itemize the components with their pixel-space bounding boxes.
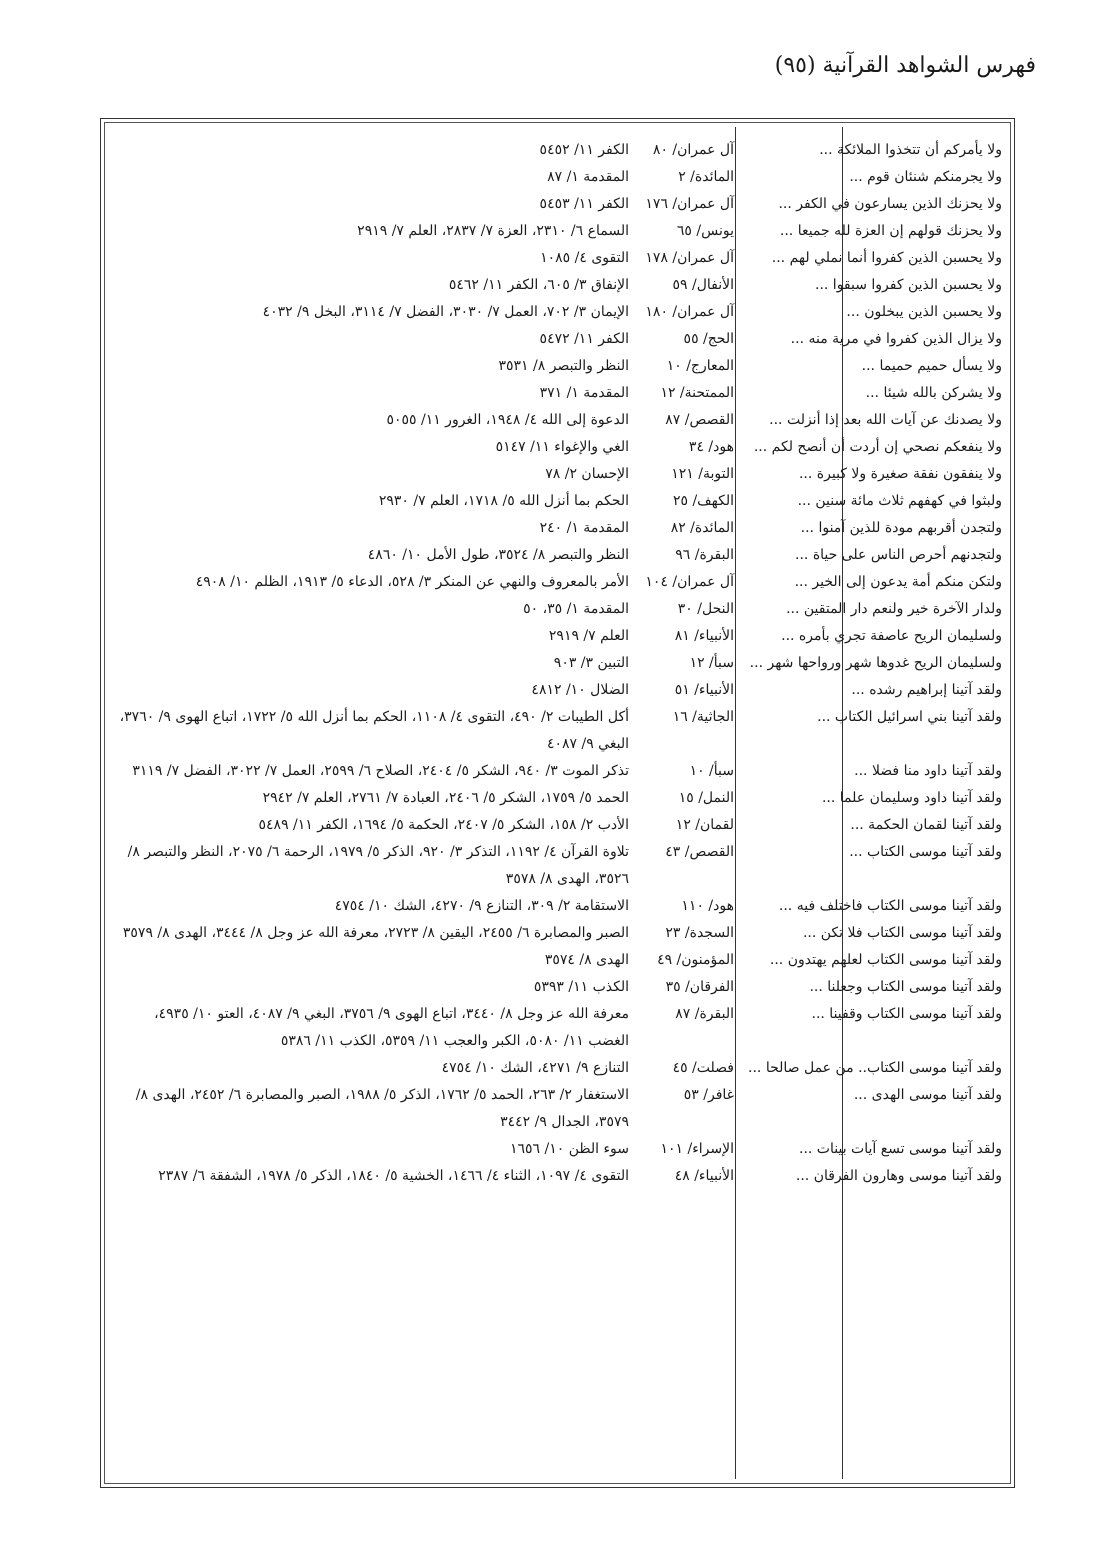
verse-cell: ولقد آتينا داود منا فضلا ... [854,763,1002,779]
topics-cell: العلم ٧/ ٢٩١٩ [548,628,629,644]
topics-cell: الحكم بما أنزل الله ٥/ ١٧١٨، العلم ٧/ ٢٩٣٠ [378,493,629,509]
topics-cell: الاستغفار ٢/ ٢٦٣، الحمد ٥/ ١٧٦٢، الذكر ٥/ ١٩٨٨، الصبر والمصابرة ٦/ ٢٤٥٢، الهدى ٨/ ٣٥٧٩، الجدال ٩/ ٣٤٤٢ [135,1087,629,1130]
table-row [107,785,1008,812]
table-row [107,299,1008,326]
table-row [107,407,1008,434]
verse-cell: ولقد آتينا لقمان الحكمة ... [850,817,1002,833]
verse-cell: ولقد آتينا موسى الكتاب.. من عمل صالحا ... [748,1060,1002,1076]
topics-cell: تذكر الموت ٣/ ٩٤٠، الشكر ٥/ ٢٤٠٤، الصلاح ٦/ ٢٥٩٩، العمل ٧/ ٣٠٢٢، الفضل ٧/ ٣١١٩ [132,763,629,779]
verse-cell: ولقد آتينا موسى الكتاب وقفينا ... [811,1006,1002,1022]
table-row [107,542,1008,569]
topics-cell: الدعوة إلى الله ٤/ ١٩٤٨، الغرور ١١/ ٥٠٥٥ [386,412,629,428]
topics-cell: الإيمان ٣/ ٧٠٢، العمل ٧/ ٣٠٣٠، الفضل ٧/ ٣١١٤، البخل ٩/ ٤٠٣٢ [262,304,629,320]
table-row [107,596,1008,623]
topics-cell: الحمد ٥/ ١٧٥٩، الشكر ٥/ ٢٤٠٦، العبادة ٧/ ٢٧٦١، العلم ٧/ ٢٩٤٢ [262,790,629,806]
verse-cell: ولتجدن أقربهم مودة للذين آمنوا ... [800,520,1002,536]
reference-cell: الأنبياء/ ٨١ [674,628,734,644]
verse-cell: ولقد آتينا داود وسليمان علما ... [821,790,1002,806]
topics-cell: الإحسان ٢/ ٧٨ [545,466,629,482]
reference-cell: الأنبياء/ ٤٨ [674,1168,734,1184]
table-row [107,1001,1008,1055]
reference-cell: النحل/ ٣٠ [677,601,734,617]
reference-cell: الحج/ ٥٥ [683,331,734,347]
reference-cell: السجدة/ ٢٣ [665,925,734,941]
table-row [107,1082,1008,1136]
verse-cell: ولا يحزنك الذين يسارعون في الكفر ... [778,196,1002,212]
reference-cell: لقمان/ ١٢ [675,817,734,833]
table-row [107,623,1008,650]
topics-cell: الكفر ١١/ ٥٤٥٢ [539,142,629,158]
reference-cell: آل عمران/ ١٨٠ [645,304,734,320]
verse-cell: ولا يحزنك قولهم إن العزة لله جميعا ... [779,223,1002,239]
table-row [107,218,1008,245]
reference-cell: هود/ ٣٤ [688,439,734,455]
reference-cell: النمل/ ١٥ [678,790,734,806]
table-row [107,839,1008,893]
topics-cell: الاستقامة ٢/ ٣٠٩، التنازع ٩/ ٤٢٧٠، الشك ١٠/ ٤٧٥٤ [334,898,629,914]
table-row [107,1136,1008,1163]
verse-cell: ولا يجرمنكم شنئان قوم ... [849,169,1002,185]
verse-cell: ولقد آتينا موسى الكتاب فاختلف فيه ... [778,898,1002,914]
reference-cell: الجاثية/ ١٦ [672,709,734,725]
reference-cell: المائدة/ ٢ [678,169,734,185]
verse-cell: ولا يحسبن الذين كفروا أنما نملي لهم ... [771,250,1002,266]
reference-cell: القصص/ ٤٣ [665,844,734,860]
verse-cell: ولقد آتينا موسى الكتاب وجعلنا ... [809,979,1002,995]
verse-cell: ولا يزال الذين كفروا في مرية منه ... [790,331,1002,347]
table-row [107,272,1008,299]
topics-cell: الأدب ٢/ ١٥٨، الشكر ٥/ ٢٤٠٧، الحكمة ٥/ ١٦٩٤، الكفر ١١/ ٥٤٨٩ [258,817,629,833]
topics-cell: الإنفاق ٣/ ٦٠٥، الكفر ١١/ ٥٤٦٢ [448,277,629,293]
reference-cell: سبأ/ ١٠ [689,763,734,779]
topics-cell: تلاوة القرآن ٤/ ١١٩٢، التذكر ٣/ ٩٢٠، الذكر ٥/ ١٩٧٩، الرحمة ٦/ ٢٠٧٥، النظر والتبصر ٨/ ٣٥٢٦، الهدى ٨/ ٣٥٧٨ [127,844,629,887]
verse-cell: ولقد آتينا إبراهيم رشده ... [851,682,1002,698]
reference-cell: الأنفال/ ٥٩ [672,277,734,293]
verse-cell: ولبثوا في كهفهم ثلاث مائة سنين ... [797,493,1002,509]
verse-cell: ولقد آتينا بني اسرائيل الكتاب ... [817,709,1002,725]
table-row [107,677,1008,704]
verse-cell: ولا ينفقون نفقة صغيرة ولا كبيرة ... [798,466,1002,482]
topics-cell: السماع ٦/ ٢٣١٠، العزة ٧/ ٢٨٣٧، العلم ٧/ ٢٩١٩ [357,223,629,239]
topics-cell: التبين ٣/ ٩٠٣ [553,655,629,671]
topics-cell: التقوى ٤/ ١٠٩٧، الثناء ٤/ ١٤٦٦، الخشية ٥/ ١٨٤٠، الذكر ٥/ ١٩٧٨، الشفقة ٦/ ٢٣٨٧ [158,1168,629,1184]
verse-cell: ولقد آتينا موسى تسع آيات بينات ... [799,1141,1002,1157]
reference-cell: يونس/ ٦٥ [676,223,734,239]
table-row [107,1163,1008,1190]
verse-cell: ولا ينفعكم نصحي إن أردت أن أنصح لكم ... [753,439,1002,455]
table-row [107,461,1008,488]
topics-cell: المقدمة ١/ ٨٧ [547,169,629,185]
reference-cell: التوبة/ ١٢١ [671,466,734,482]
topics-cell: المقدمة ١/ ٣٥، ٥٠ [523,601,629,617]
reference-cell: القصص/ ٨٧ [665,412,734,428]
reference-cell: آل عمران/ ١٠٤ [645,574,734,590]
table-row [107,326,1008,353]
verse-cell: ولا يشركن بالله شيئا ... [865,385,1002,401]
table-row [107,1055,1008,1082]
verse-cell: ولقد آتينا موسى الكتاب ... [849,844,1002,860]
reference-cell: المؤمنون/ ٤٩ [657,952,734,968]
verse-cell: ولتجدنهم أحرص الناس على حياة ... [795,547,1002,563]
verse-cell: ولا يسأل حميم حميما ... [861,358,1002,374]
topics-cell: الكفر ١١/ ٥٤٧٢ [539,331,629,347]
table-row [107,353,1008,380]
table-row [107,380,1008,407]
table-row [107,245,1008,272]
verse-cell: ولقد آتينا موسى الكتاب فلا تكن ... [802,925,1002,941]
verse-cell: ولا يحسبن الذين كفروا سبقوا ... [815,277,1002,293]
topics-cell: الهدى ٨/ ٣٥٧٤ [544,952,629,968]
reference-cell: الممتحنة/ ١٢ [660,385,734,401]
verse-cell: ولسليمان الريح غدوها شهر ورواحها شهر ... [749,655,1002,671]
table-row [107,704,1008,758]
verse-cell: ولا يحسبن الذين يبخلون ... [846,304,1002,320]
table-row [107,434,1008,461]
topics-cell: النظر والتبصر ٨/ ٣٥٢٤، طول الأمل ١٠/ ٤٨٦٠ [367,547,629,563]
reference-cell: المعارج/ ١٠ [666,358,734,374]
table-row [107,893,1008,920]
page-title: فهرس الشواهد القرآنية (٩٥) [774,53,1036,78]
reference-cell: البقرة/ ٨٧ [675,1006,734,1022]
topics-cell: الضلال ١٠/ ٤٨١٢ [531,682,629,698]
verse-cell: ولسليمان الريح عاصفة تجري بأمره ... [781,628,1002,644]
topics-cell: المقدمة ١/ ٢٤٠ [539,520,629,536]
topics-cell: الصبر والمصابرة ٦/ ٢٤٥٥، اليقين ٨/ ٢٧٢٣، معرفة الله عز وجل ٨/ ٣٤٤٤، الهدى ٨/ ٣٥٧٩ [122,925,629,941]
table-body [107,137,1008,1190]
reference-cell: الأنبياء/ ٥١ [674,682,734,698]
topics-cell: أكل الطيبات ٢/ ٤٩٠، التقوى ٤/ ١١٠٨، الحكم بما أنزل الله ٥/ ١٧٢٢، اتباع الهوى ٩/ ٣٧٦٠، البغي ٩/ ٤٠٨٧ [119,709,629,752]
table-row [107,758,1008,785]
reference-cell: آل عمران/ ١٧٦ [645,196,734,212]
reference-cell: آل عمران/ ١٧٨ [645,250,734,266]
reference-cell: الفرقان/ ٣٥ [665,979,734,995]
table-row [107,569,1008,596]
topics-cell: الأمر بالمعروف والنهي عن المنكر ٣/ ٥٢٨، الدعاء ٥/ ١٩١٣، الظلم ١٠/ ٤٩٠٨ [195,574,629,590]
table-row [107,191,1008,218]
topics-cell: الكفر ١١/ ٥٤٥٣ [539,196,629,212]
table-row [107,164,1008,191]
table-row [107,515,1008,542]
reference-cell: هود/ ١١٠ [681,898,734,914]
verse-cell: ولا يأمركم أن تتخذوا الملائكة ... [819,142,1002,158]
index-table [100,118,1015,1488]
table-row [107,812,1008,839]
topics-cell: النظر والتبصر ٨/ ٣٥٣١ [498,358,629,374]
topics-cell: سوء الظن ١٠/ ١٦٥٦ [509,1141,629,1157]
topics-cell: التقوى ٤/ ١٠٨٥ [540,250,629,266]
verse-cell: ولتكن منكم أمة يدعون إلى الخير ... [794,574,1002,590]
reference-cell: آل عمران/ ٨٠ [652,142,734,158]
reference-cell: الإسراء/ ١٠١ [660,1141,734,1157]
reference-cell: المائدة/ ٨٢ [670,520,734,536]
reference-cell: فصلت/ ٤٥ [672,1060,734,1076]
verse-cell: ولقد آتينا موسى الكتاب لعلهم يهتدون ... [769,952,1002,968]
page-header [80,48,1036,84]
reference-cell: سبأ/ ١٢ [689,655,734,671]
topics-cell: التنازع ٩/ ٤٢٧١، الشك ١٠/ ٤٧٥٤ [441,1060,629,1076]
table-row [107,947,1008,974]
verse-cell: ولا يصدنك عن آيات الله بعد إذا أنزلت ... [769,412,1002,428]
verse-cell: ولدار الآخرة خير ولنعم دار المتقين ... [786,601,1002,617]
table-row [107,974,1008,1001]
table-row [107,137,1008,164]
table-row [107,650,1008,677]
topics-cell: المقدمة ١/ ٣٧١ [539,385,629,401]
topics-cell: معرفة الله عز وجل ٨/ ٣٤٤٠، اتباع الهوى ٩/ ٣٧٥٦، البغي ٩/ ٤٠٨٧، العتو ١٠/ ٤٩٣٥، الغضب ١١/ ٥٠٨٠، الكبر والعجب ١١/ ٥٣٥٩، الكذب ١١/ ٥٣٨٦ [154,1006,629,1049]
reference-cell: البقرة/ ٩٦ [675,547,734,563]
reference-cell: الكهف/ ٢٥ [672,493,734,509]
verse-cell: ولقد آتينا موسى وهارون الفرقان ... [795,1168,1002,1184]
topics-cell: الغي والإغواء ١١/ ٥١٤٧ [495,439,629,455]
reference-cell: غافر/ ٥٣ [683,1087,734,1103]
topics-cell: الكذب ١١/ ٥٣٩٣ [533,979,629,995]
table-row [107,920,1008,947]
verse-cell: ولقد آتينا موسى الهدى ... [853,1087,1002,1103]
table-row [107,488,1008,515]
